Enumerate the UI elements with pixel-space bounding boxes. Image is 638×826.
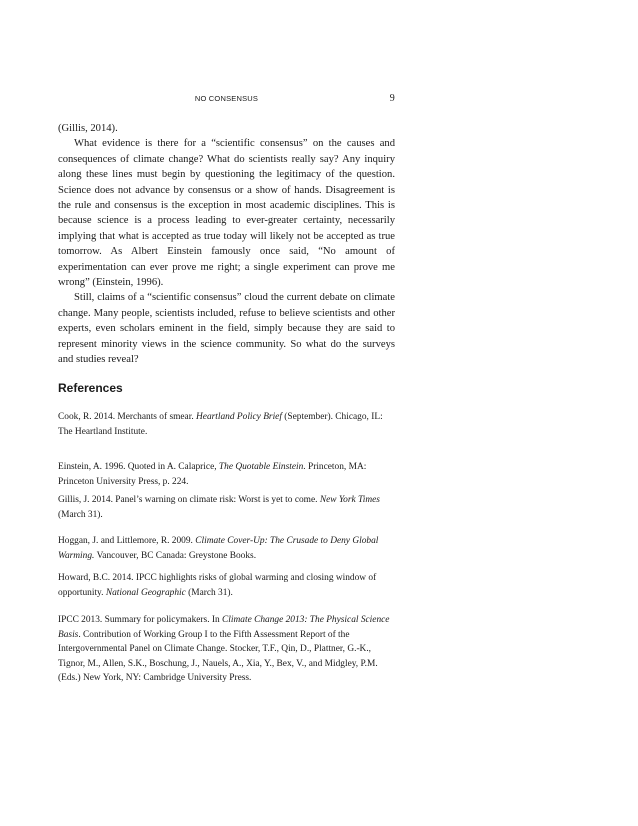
body-text (58, 121, 395, 368)
page-number: 9 (389, 93, 395, 104)
reference-item: Cook, R. 2014. Merchants of smear. Heartland Policy Brief (September). Chicago, IL: The Heartland Institute. (58, 412, 383, 437)
running-header (58, 93, 395, 107)
references-heading: References (58, 381, 123, 395)
paragraph-claims: Still, claims of a “scientific consensus” cloud the current debate on climate change. Many people, scientists included, refuse to believe scientists and other experts, even scholars eminent in the field, simply because they are said to represent minority views in the science community. So what do the surveys and studies reveal? (58, 292, 395, 366)
reference-item: Einstein, A. 1996. Quoted in A. Calaprice, The Quotable Einstein. Princeton, MA: Princeton University Press, p. 224. (58, 462, 367, 487)
reference-item: Hoggan, J. and Littlemore, R. 2009. Climate Cover-Up: The Crusade to Deny Global Warming. Vancouver, BC Canada: Greystone Books. (58, 536, 379, 561)
paragraph-consensus-question: What evidence is there for a “scientific consensus” on the causes and consequences of climate change? What do scientists really say? Any inquiry along these lines must begin by questioning the legitimacy of the question. Science does not advance by consensus or a show of hands. Disagreement is the rule and consensus is the exception in most academic disciplines. This is because science is a process leading to ever-greater certainty, necessarily implying that what is accepted as true today will likely not be accepted as true tomorrow. As Albert Einstein famously once said, “No amount of experimentation can ever prove me right; a single experiment can prove me wrong” (Einstein, 1996). (58, 138, 395, 289)
running-header-title: NO CONSENSUS (194, 94, 259, 103)
reference-item: IPCC 2013. Summary for policymakers. In Climate Change 2013: The Physical Science Basis. Contribution of Working Group I to the Fifth Assessment Report of the Intergovernmental Panel on Climate Change. Stocker, T.F., Qin, D., Plattner, G.-K., Tignor, M., Allen, S.K., Boschung, J., Nauels, A., Xia, Y., Bex, V., and Midgley, P.M. (Eds.) New York, NY: Cambridge University Press. (58, 615, 390, 684)
reference-item: Gillis, J. 2014. Panel’s warning on climate risk: Worst is yet to come. New York Times (March 31). (58, 495, 380, 520)
reference-item: Howard, B.C. 2014. IPCC highlights risks of global warming and closing window of opportunity. National Geographic (March 31). (58, 573, 377, 598)
paragraph-continuation: (Gillis, 2014). (58, 123, 118, 134)
